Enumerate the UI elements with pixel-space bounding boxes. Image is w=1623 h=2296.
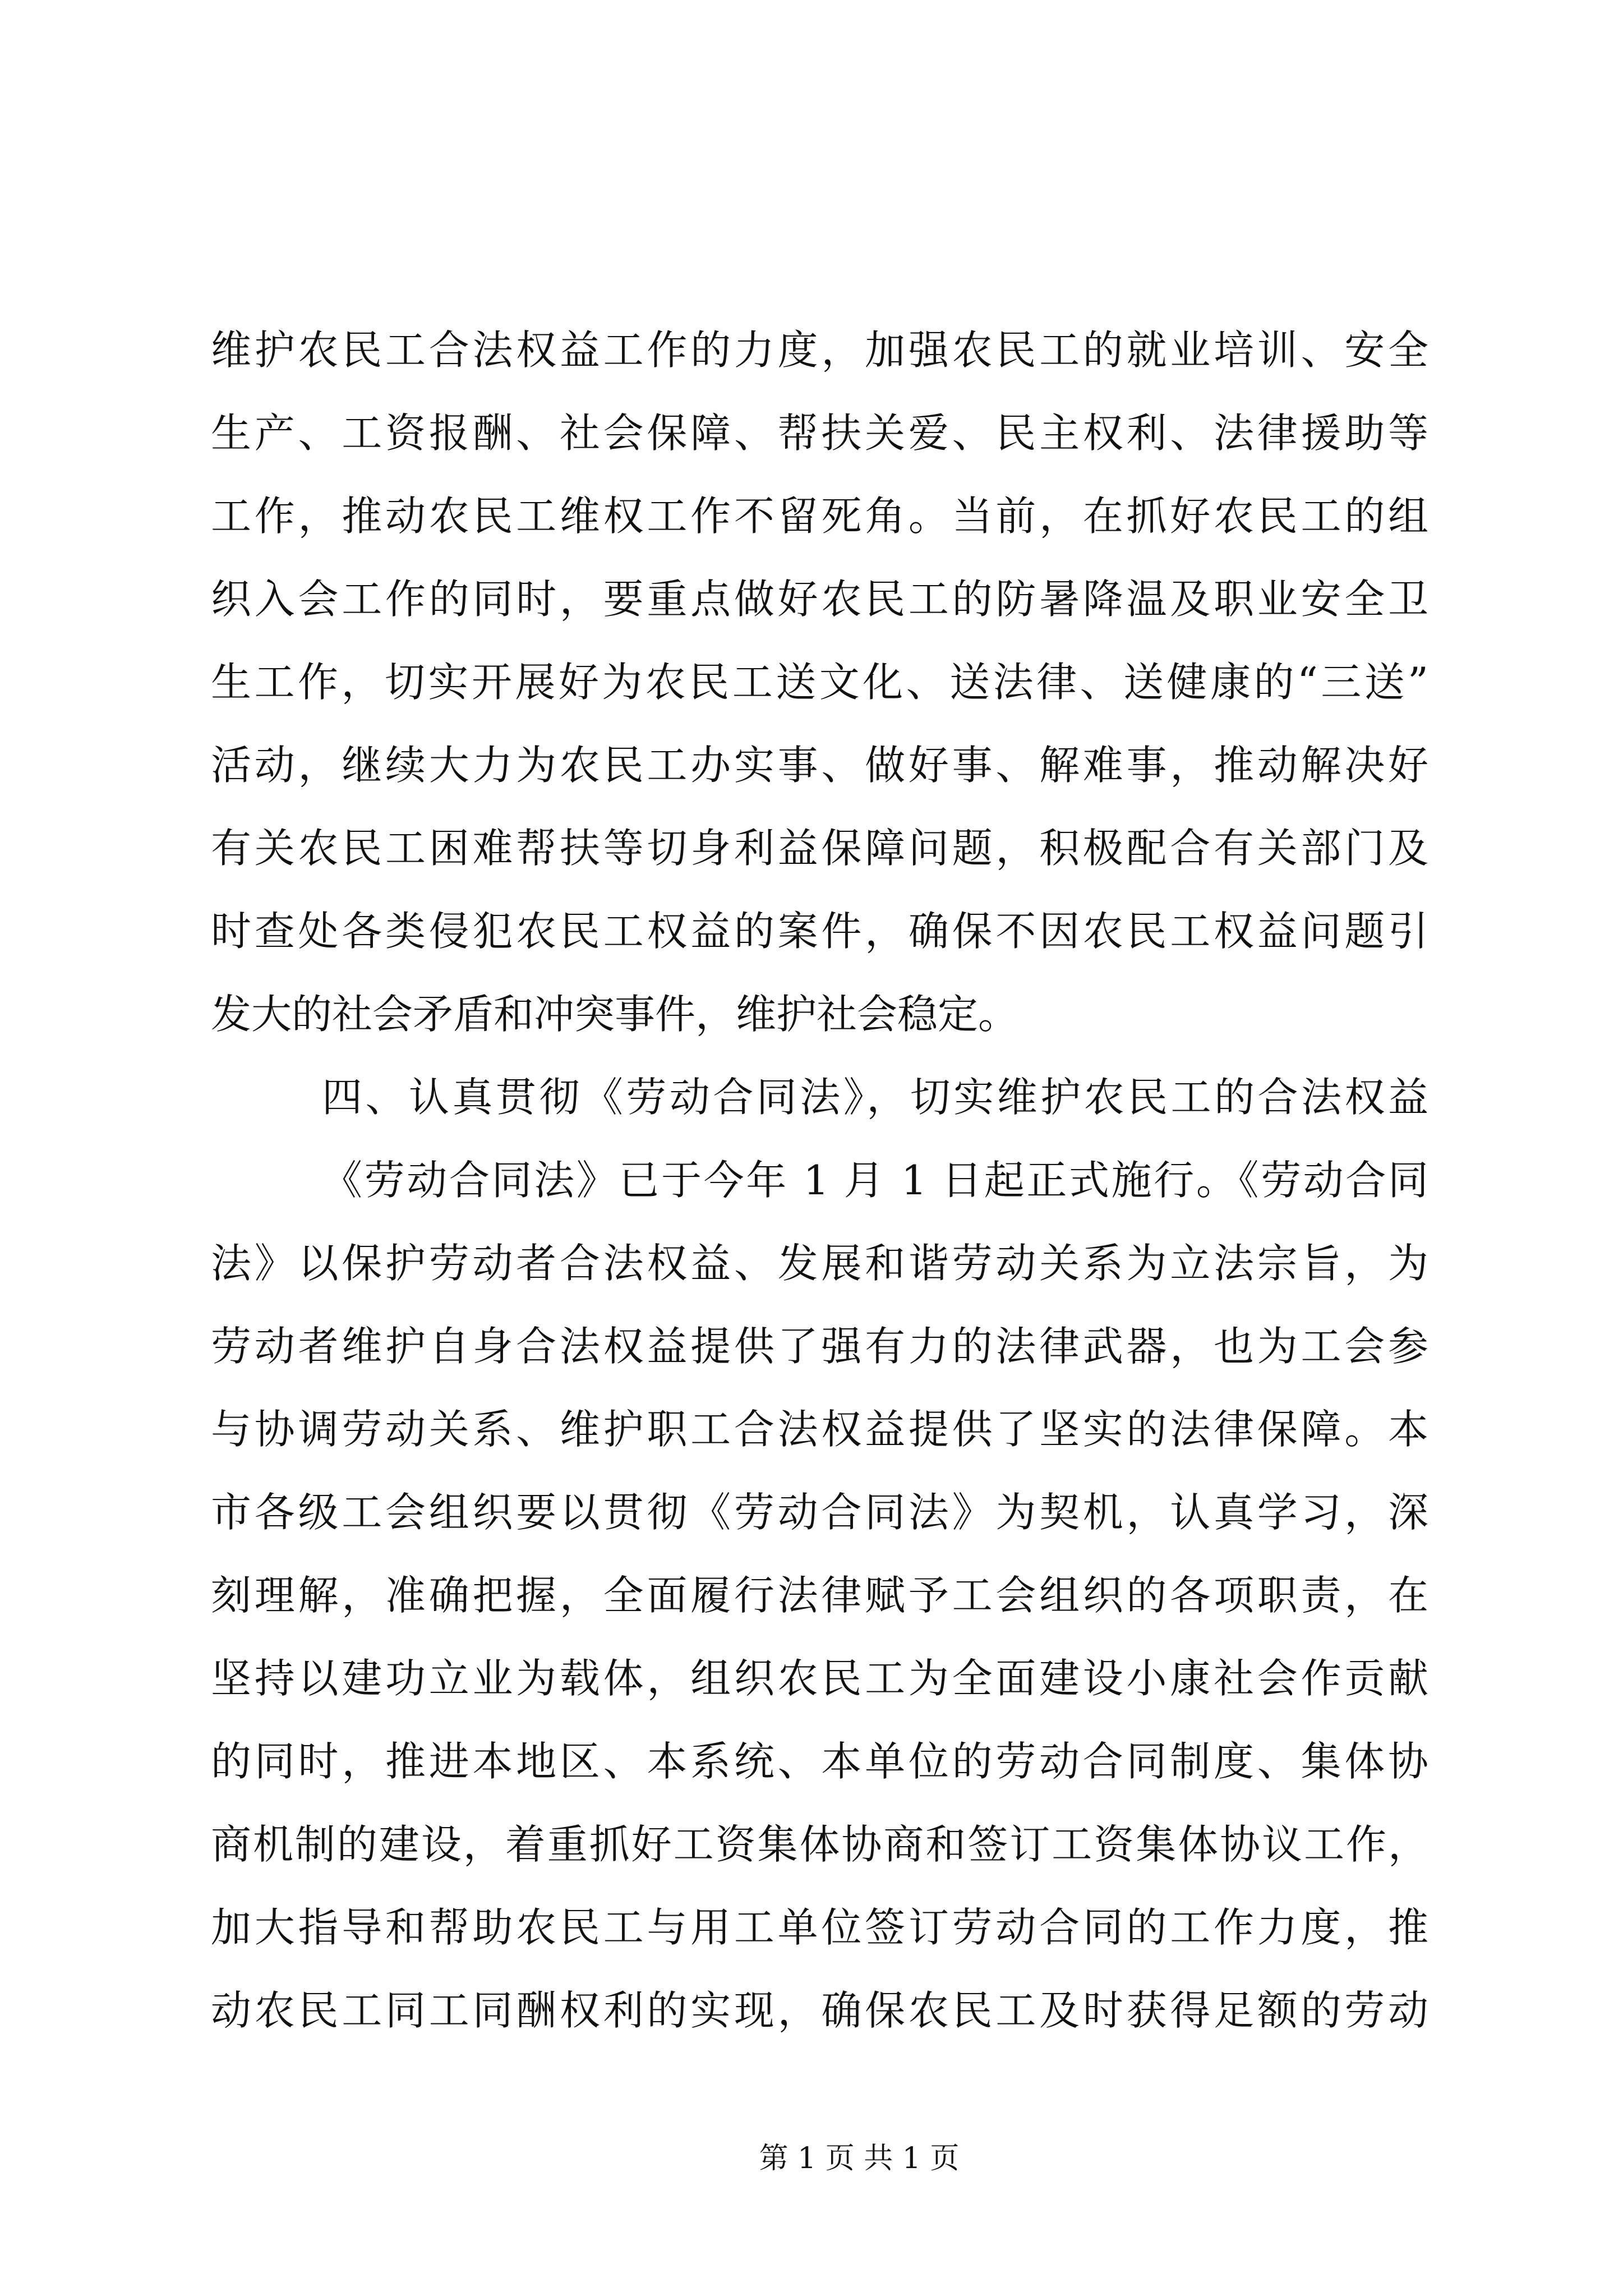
text-line: 生工作，切实开展好为农民工送文化、送法律、送健康的“三送”	[211, 659, 1428, 706]
text-line: 时查处各类侵犯农民工权益的案件，确保不因农民工权益问题引	[211, 908, 1428, 955]
page-number-footer: 第 1 页 共 1 页	[759, 2142, 960, 2175]
text-line: 商机制的建设，着重抓好工资集体协商和签订工资集体协议工作，	[211, 1821, 1428, 1868]
text-line: 市各级工会组织要以贯彻《劳动合同法》为契机，认真学习，深	[211, 1489, 1428, 1536]
text-line: 劳动者维护自身合法权益提供了强有力的法律武器，也为工会参	[211, 1323, 1428, 1370]
text-line: 维护农民工合法权益工作的力度，加强农民工的就业培训、安全	[211, 326, 1428, 374]
text-line: 的同时，推进本地区、本系统、本单位的劳动合同制度、集体协	[211, 1738, 1428, 1785]
text-line: 刻理解，准确把握，全面履行法律赋予工会组织的各项职责，在	[211, 1572, 1428, 1619]
text-line: 活动，继续大力为农民工办实事、做好事、解难事，推动解决好	[211, 742, 1428, 789]
text-line: 加大指导和帮助农民工与用工单位签订劳动合同的工作力度，推	[211, 1904, 1428, 1951]
text-line: 织入会工作的同时，要重点做好农民工的防暑降温及职业安全卫	[211, 576, 1428, 623]
text-line: 《劳动合同法》已于今年 1 月 1 日起正式施行。《劳动合同	[322, 1157, 1428, 1204]
text-line: 与协调劳动关系、维护职工合法权益提供了坚实的法律保障。本	[211, 1406, 1428, 1453]
document-body	[211, 309, 1428, 2052]
text-line: 发大的社会矛盾和冲突事件，维护社会稳定。	[211, 991, 1019, 1038]
section-heading: 四、认真贯彻《劳动合同法》，切实维护农民工的合法权益	[322, 1074, 1428, 1121]
text-line: 工作，推动农民工维权工作不留死角。当前，在抓好农民工的组	[211, 493, 1428, 540]
text-line: 生产、工资报酬、社会保障、帮扶关爱、民主权利、法律援助等	[211, 409, 1428, 457]
text-line: 坚持以建功立业为载体，组织农民工为全面建设小康社会作贡献	[211, 1655, 1428, 1702]
text-line: 法》以保护劳动者合法权益、发展和谐劳动关系为立法宗旨，为	[211, 1240, 1428, 1287]
text-line: 有关农民工困难帮扶等切身利益保障问题，积极配合有关部门及	[211, 825, 1428, 872]
text-line: 动农民工同工同酬权利的实现，确保农民工及时获得足额的劳动	[211, 1987, 1428, 2034]
